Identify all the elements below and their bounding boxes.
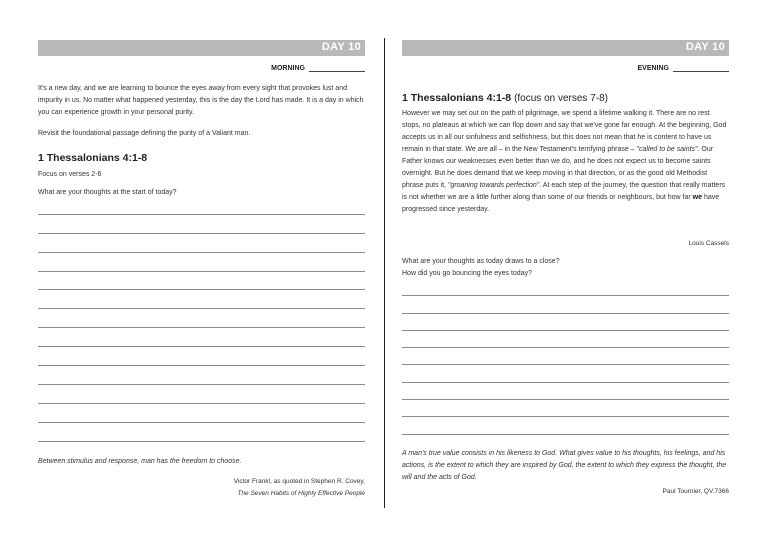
session-date-blank[interactable] bbox=[673, 64, 729, 72]
page-gutter-divider bbox=[384, 38, 385, 508]
right-page bbox=[402, 0, 729, 543]
writing-line[interactable] bbox=[402, 296, 729, 313]
evening-session-label bbox=[637, 64, 729, 72]
writing-line[interactable] bbox=[38, 215, 365, 234]
writing-line[interactable] bbox=[38, 366, 365, 385]
reading-attribution: Louis Cassels bbox=[688, 240, 729, 247]
session-label: EVENING bbox=[637, 65, 669, 72]
day-header-band bbox=[38, 40, 365, 56]
session-label: MORNING bbox=[271, 65, 305, 72]
day-header-band bbox=[402, 40, 729, 56]
writing-line[interactable] bbox=[38, 347, 365, 366]
writing-line[interactable] bbox=[402, 279, 729, 296]
morning-quote-source: The Seven Habits of Highly Effective People bbox=[237, 490, 365, 497]
evening-prompt-2: How did you go bouncing the eyes today? bbox=[402, 270, 532, 277]
day-label: DAY 10 bbox=[321, 41, 361, 53]
morning-writing-lines[interactable] bbox=[38, 196, 365, 442]
writing-line[interactable] bbox=[38, 385, 365, 404]
focus-text: Focus on verses 2-6 bbox=[38, 171, 102, 178]
reading-paragraph bbox=[402, 108, 729, 216]
reading-text: However we may set out on the path of pilgrimage, we spend a lifetime walking it. There are no rest stops, no plateaus at which we can flop down and say that we've gone far enough. At the beginning, God accepts us in all our sinfulness and selfishness, but this does not mean that he is content to have us remain in that state. We are all – in the New Testament's terrifying phrase – bbox=[402, 110, 727, 153]
morning-quote: Between stimulus and response, man has the freedom to choose. bbox=[38, 458, 242, 465]
reading-text: . At each step of the journey, the question that really matters is not whether we are a little further along than some of our friends or neighbours, but how far bbox=[402, 182, 726, 201]
writing-line[interactable] bbox=[38, 234, 365, 253]
writing-line[interactable] bbox=[402, 400, 729, 417]
evening-writing-lines[interactable] bbox=[402, 279, 729, 435]
passage-reference: 1 Thessalonians 4:1-8 bbox=[402, 92, 512, 104]
evening-quote-attribution: Paul Tournier, QV.7366 bbox=[662, 488, 729, 495]
writing-line[interactable] bbox=[402, 348, 729, 365]
session-date-blank[interactable] bbox=[309, 64, 365, 72]
writing-line[interactable] bbox=[38, 423, 365, 442]
writing-line[interactable] bbox=[38, 272, 365, 291]
reading-emphasis: "called to be saints" bbox=[636, 146, 698, 153]
evening-quote: A man's true value consists in his likeness to God. What gives value to his thoughts, his feelings, and his actions, is the extent to which they are inspired by God, the extent to which they express the thought, the will and the acts of God. bbox=[402, 450, 727, 481]
day-label: DAY 10 bbox=[685, 41, 725, 53]
passage-heading bbox=[402, 92, 608, 104]
reading-emphasis: "groaning towards perfection" bbox=[447, 182, 540, 189]
reading-text: have progressed since yesterday. bbox=[402, 194, 720, 213]
writing-line[interactable] bbox=[38, 309, 365, 328]
writing-line[interactable] bbox=[38, 404, 365, 423]
reading-text: . Our Father knows our weaknesses even better than we do, and he does not expect us to become saints overnight. But he does demand that we keep moving in that direction, or as the good old Methodist phrase puts it, bbox=[402, 146, 714, 189]
evening-prompt-1: What are your thoughts as today draws to a close? bbox=[402, 258, 560, 265]
writing-line[interactable] bbox=[402, 314, 729, 331]
passage-focus: (focus on verses 7-8) bbox=[514, 93, 608, 104]
revisit-text: Revisit the foundational passage defining the purity of a Valiant man. bbox=[38, 130, 251, 137]
morning-prompt: What are your thoughts at the start of today? bbox=[38, 189, 177, 196]
writing-line[interactable] bbox=[402, 417, 729, 434]
writing-line[interactable] bbox=[38, 328, 365, 347]
writing-line[interactable] bbox=[38, 253, 365, 272]
writing-line[interactable] bbox=[402, 383, 729, 400]
writing-line[interactable] bbox=[402, 365, 729, 382]
reading-bold: we bbox=[692, 194, 703, 201]
left-page bbox=[38, 0, 365, 543]
morning-session-label bbox=[271, 64, 365, 72]
intro-paragraph: It's a new day, and we are learning to bounce the eyes away from every sight that provokes lust and impurity in us. No matter what happened yesterday, this is the day the Lord has made. It is a day in which you can experience growth in your personal purity. bbox=[38, 85, 364, 116]
writing-line[interactable] bbox=[38, 290, 365, 309]
writing-line[interactable] bbox=[38, 196, 365, 215]
morning-quote-attribution: Victor Frankl, as quoted in Stephen R. Covey, bbox=[233, 478, 365, 485]
passage-heading: 1 Thessalonians 4:1-8 bbox=[38, 152, 148, 164]
writing-line[interactable] bbox=[402, 331, 729, 348]
